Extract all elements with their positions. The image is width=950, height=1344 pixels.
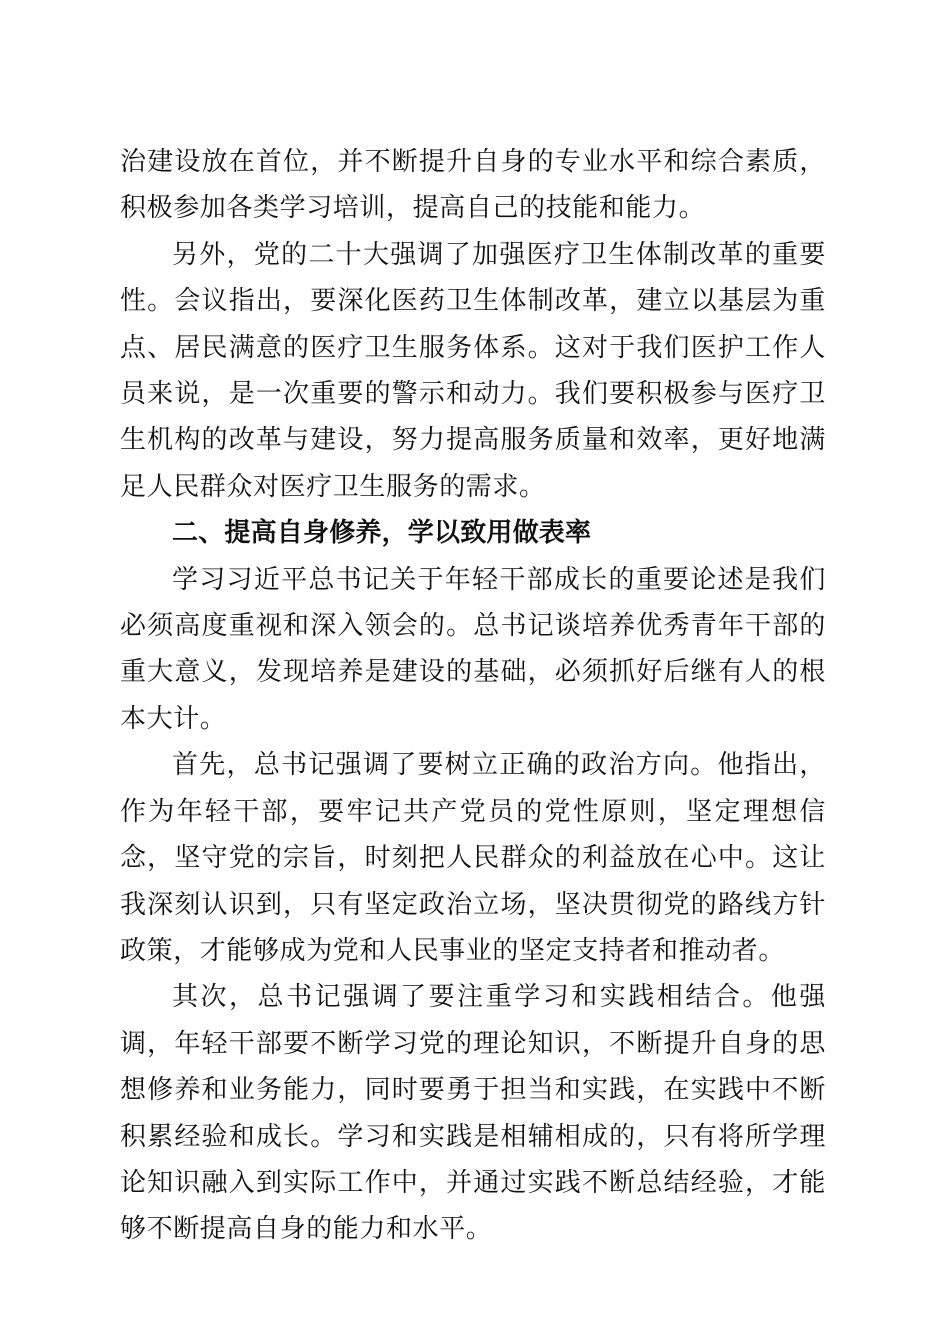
paragraph-continuation: 治建设放在首位，并不断提升自身的专业水平和综合素质，积极参加各类学习培训，提高自己的技能和能力。 (120, 147, 826, 224)
paragraph-young-cadres: 学习习近平总书记关于年轻干部成长的重要论述是我们必须高度重视和深入领会的。总书记谈培养优秀青年干部的重大意义，发现培养是建设的基础，必须抓好后继有人的根本大计。 (120, 564, 826, 734)
paragraph-study-practice: 其次，总书记强调了要注重学习和实践相结合。他强调，年轻干部要不断学习党的理论知识，不断提升自身的思想修养和业务能力，同时要勇于担当和实践，在实践中不断积累经验和成长。学习和实践是相辅相成的，只有将所学理论知识融入到实际工作中，并通过实践不断总结经验，才能够不断提高自身的能力和水平。 (120, 982, 826, 1245)
document-body (120, 139, 826, 1253)
paragraph-political-direction: 首先，总书记强调了要树立正确的政治方向。他指出，作为年轻干部，要牢记共产党员的党性原则，坚定理想信念，坚守党的宗旨，时刻把人民群众的利益放在心中。这让我深刻认识到，只有坚定政治立场，坚决贯彻党的路线方针政策，才能够成为党和人民事业的坚定支持者和推动者。 (120, 750, 826, 966)
paragraph-healthcare-reform: 另外，党的二十大强调了加强医疗卫生体制改革的重要性。会议指出，要深化医药卫生体制改革，建立以基层为重点、居民满意的医疗卫生服务体系。这对于我们医护工作人员来说，是一次重要的警示和动力。我们要积极参与医疗卫生机构的改革与建设，努力提高服务质量和效率，更好地满足人民群众对医疗卫生服务的需求。 (120, 239, 826, 502)
section-heading: 二、提高自身修养，学以致用做表率 (172, 518, 592, 549)
